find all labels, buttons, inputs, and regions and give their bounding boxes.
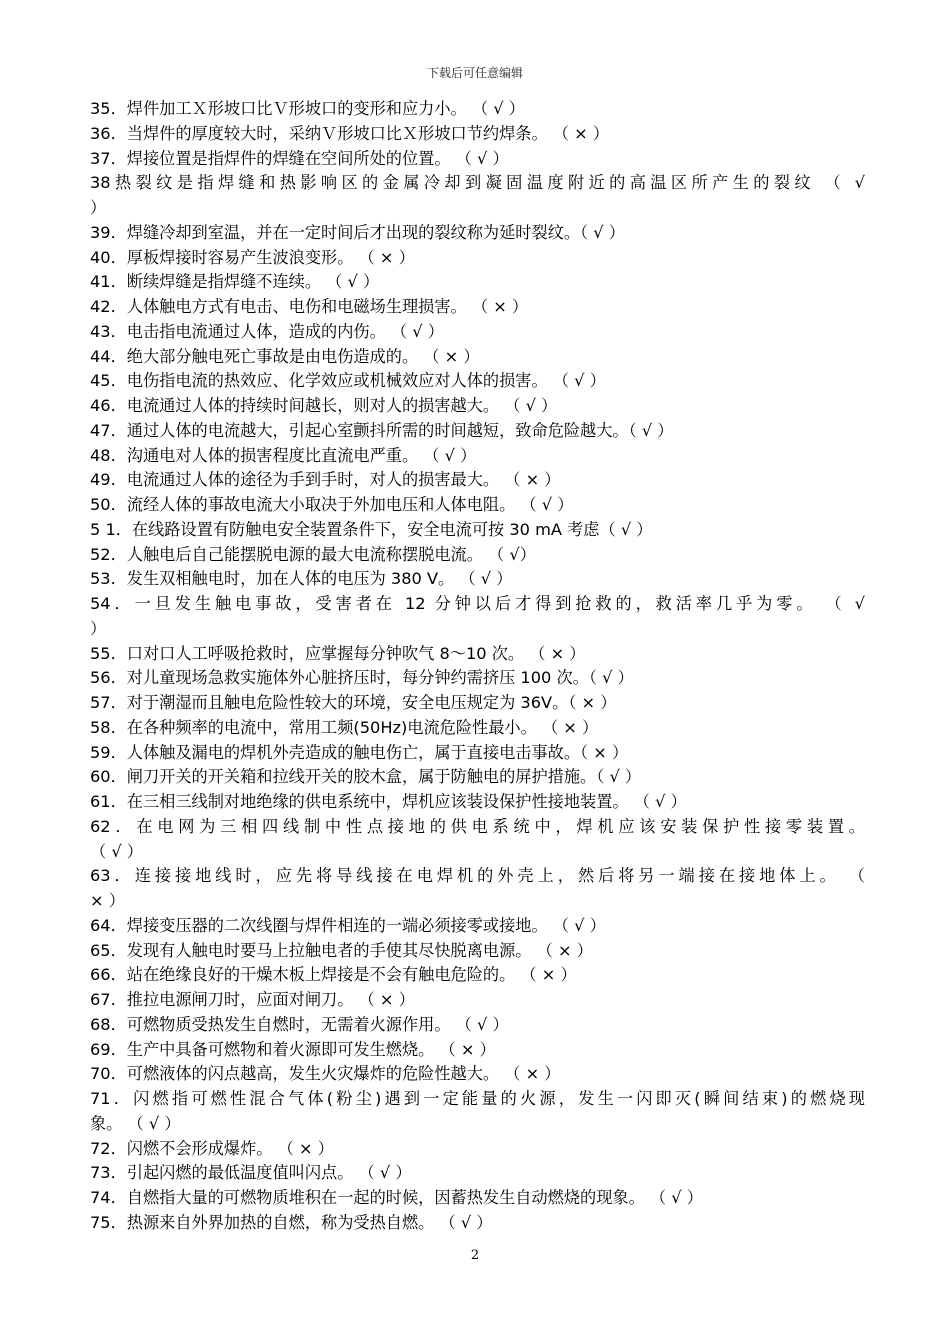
question-line: 45．电伤指电流的热效应、化学效应或机械效应对人体的损害。 （ √ ） (90, 371, 606, 391)
question-line: 59．人体触及漏电的焊机外壳造成的触电伤亡，属于直接电击事故。（ × ） (90, 742, 629, 762)
question-line: 58．在各种频率的电流中，常用工频(50Hz)电流危险性最小。 （ × ） (90, 717, 599, 737)
question-line: 5 1．在线路设置有防触电安全装置条件下，安全电流可按 30 mA 考虑（ √ ） (90, 519, 653, 539)
question-line: 39．焊缝冷却到室温，并在一定时间后才出现的裂纹称为延时裂纹。（ √ ） (90, 222, 625, 242)
question-list (90, 97, 865, 1236)
question-line: 47．通过人体的电流越大，引起心室颤抖所需的时间越短，致命危险越大。（ √ ） (90, 420, 674, 440)
question-line: 象。 （ √ ） (90, 1113, 181, 1133)
question-line: 75．热源来自外界加热的自燃，称为受热自燃。 （ √ ） (90, 1212, 493, 1232)
question-line: 49．电流通过人体的途径为手到手时，对人的损害最大。 （ × ） (90, 470, 561, 490)
question-line: 53．发生双相触电时，加在人体的电压为 380 V。 （ √ ） (90, 569, 513, 589)
question-line: 64．焊接变压器的二次线圈与焊件相连的一端必须接零或接地。 （ √ ） (90, 915, 606, 935)
question-line: 60．闸刀开关的开关箱和拉线开关的胶木盒，属于防触电的屏护措施。（ √ ） (90, 767, 642, 787)
question-line: 41．断续焊缝是指焊缝不连续。 （ √ ） (90, 272, 380, 292)
question-line: ） (90, 198, 107, 217)
question-line: 50．流经人体的事故电流大小取决于外加电压和人体电阻。 （ √ ） (90, 495, 574, 514)
question-line: 37．焊接位置是指焊件的焊缝在空间所处的位置。 （ √ ） (90, 148, 509, 168)
question-line: 69．生产中具备可燃物和着火源即可发生燃烧。 （ × ） (90, 1039, 496, 1059)
page-header: 下载后可任意编辑 (426, 66, 523, 80)
question-line: 67．推拉电源闸刀时，应面对闸刀。 （ × ） (90, 990, 415, 1009)
question-line: 46．电流通过人体的持续时间越长，则对人的损害越大。 （ √ ） (90, 396, 558, 415)
question-line: 63．连接接地线时，应先将导线接在电焊机的外壳上，然后将另一端接在接地体上。 （ (90, 866, 865, 886)
question-line: 42．人体触电方式有电击、电伤和电磁场生理损害。 （ × ） (90, 297, 529, 316)
question-line: 61．在三相三线制对地绝缘的供电系统中，焊机应该装设保护性接地装置。 （ √ ） (90, 792, 687, 811)
question-line: 48．沟通电对人体的损害程度比直流电严重。 （ √ ） (90, 445, 477, 465)
question-line: 56．对儿童现场急救实施体外心脏挤压时，每分钟约需挤压 100 次。（ √ ） (90, 668, 634, 688)
question-line: 71．闪燃指可燃性混合气体(粉尘)遇到一定能量的火源，发生一闪即灭(瞬间结束)的燃烧现 (90, 1089, 865, 1108)
question-line: 62．在电网为三相四线制中性点接地的供电系统中，焊机应该安装保护性接零装置。 (90, 816, 865, 836)
question-line: 35．焊件加工Ｘ形坡口比Ｖ形坡口的变形和应力小。 （ √ ） (90, 99, 525, 118)
question-line: 38热裂纹是指焊缝和热影响区的金属冷却到凝固温度附近的高温区所产生的裂纹 （ √ (90, 173, 865, 193)
question-line: 70．可燃液体的闪点越高，发生火灾爆炸的危险性越大。 （ × ） (90, 1064, 561, 1084)
question-line: 55．口对口人工呼吸抢救时，应掌握每分钟吹气 8～10 次。 （ × ） (90, 643, 586, 663)
question-line: 72．闪燃不会形成爆炸。 （ × ） (90, 1138, 334, 1158)
question-line: 44．绝大部分触电死亡事故是由电伤造成的。 （ × ） (90, 346, 480, 366)
question-line: 66．站在绝缘良好的干燥木板上焊接是不会有触电危险的。 （ × ） (90, 965, 577, 985)
question-line: 57．对于潮湿而且触电危险性较大的环境，安全电压规定为 36V。（ × ） (90, 693, 617, 712)
question-line: 36．当焊件的厚度较大时，采纳Ｖ形坡口比Ｘ形坡口节约焊条。 （ × ） (90, 123, 610, 143)
question-line: 43．电击指电流通过人体，造成的内伤。 （ √ ） (90, 321, 444, 341)
question-line: ） (90, 618, 107, 638)
question-line: × ） (90, 891, 125, 910)
question-line: 52．人触电后自己能摆脱电源的最大电流称摆脱电流。 （ √） (90, 544, 536, 564)
question-line: 54．一旦发生触电事故，受害者在 12 分钟以后才得到抢救的，救活率几乎为零。 （ √ (90, 594, 865, 613)
question-line: 40．厚板焊接时容易产生波浪变形。 （ × ） (90, 247, 415, 267)
question-line: 65．发现有人触电时要马上拉触电者的手使其尽快脱离电源。 （ × ） (90, 940, 593, 960)
question-line: （ √ ） (90, 841, 143, 861)
question-line: 73．引起闪燃的最低温度值叫闪点。 （ √ ） (90, 1163, 412, 1183)
page-number: 2 (470, 1248, 480, 1263)
question-line: 68．可燃物质受热发生自燃时，无需着火源作用。 （ √ ） (90, 1014, 509, 1034)
question-line: 74．自燃指大量的可燃物质堆积在一起的时候，因蓄热发生自动燃烧的现象。 （ √ ） (90, 1188, 703, 1207)
